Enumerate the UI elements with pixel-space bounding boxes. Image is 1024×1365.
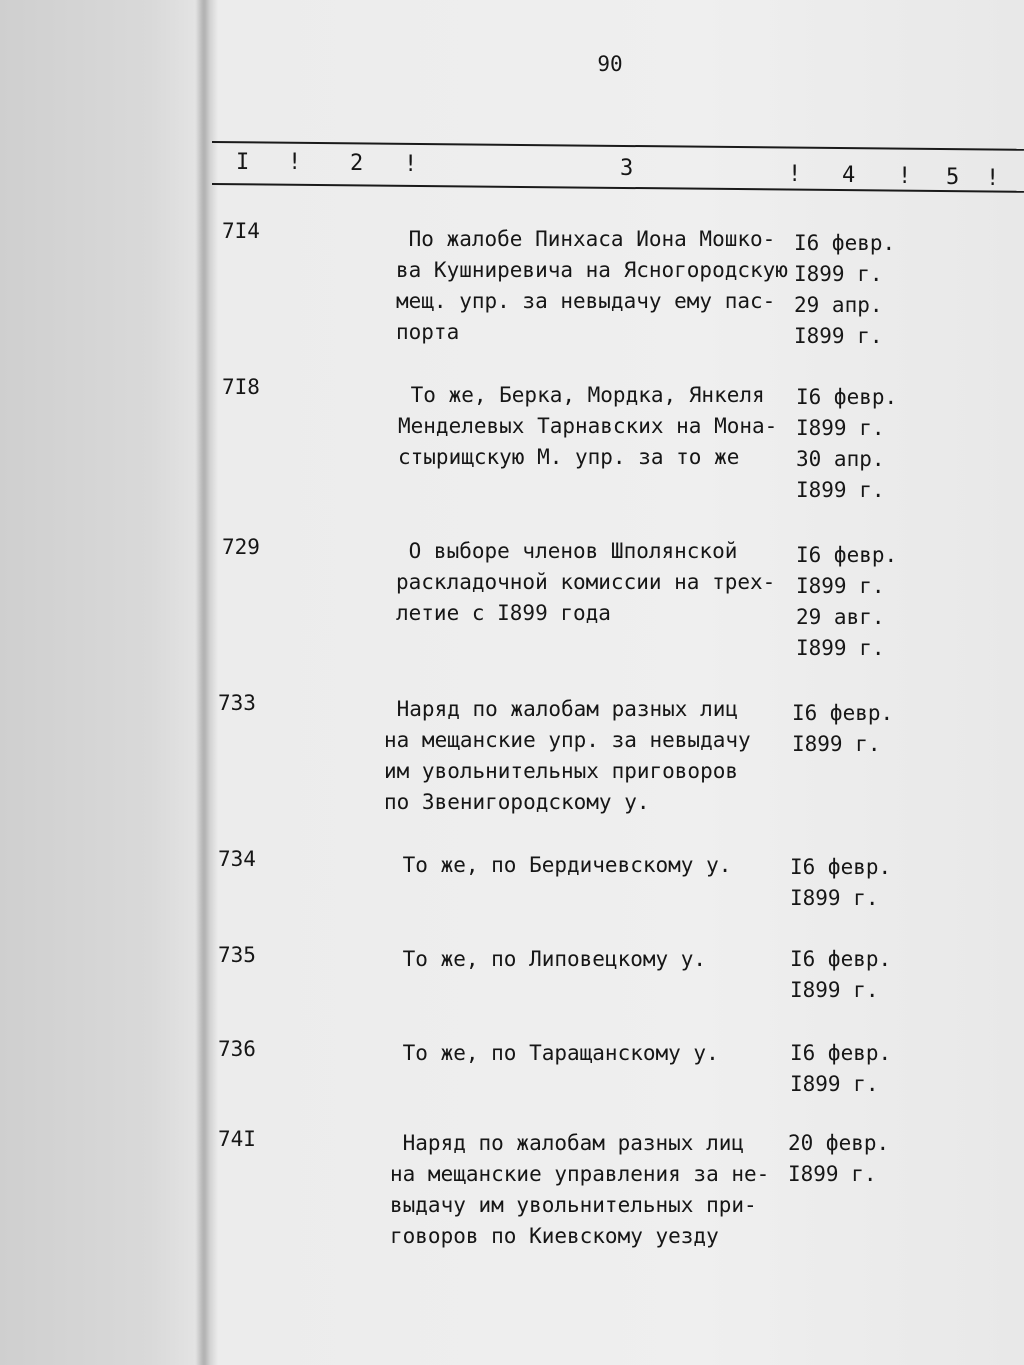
date-line: I899 г. (796, 416, 885, 440)
date-line: 29 апр. (794, 293, 883, 317)
date-line: I899 г. (796, 478, 885, 502)
date-line: I6 февр. (790, 855, 892, 879)
column-separator: ! (788, 162, 802, 187)
description-line: То же, по Липовецкому у. (390, 947, 707, 971)
description-line: летие с I899 года (396, 601, 611, 625)
entry-number: 735 (218, 943, 256, 967)
column-separator: ! (404, 152, 418, 177)
description-line: То же, по Таращанскому у. (390, 1041, 719, 1065)
description-line: им увольнительных приговоров (384, 759, 739, 783)
column-header-5: 5 (946, 165, 960, 190)
entry-number: 7I8 (222, 375, 260, 399)
date-line: I6 февр. (792, 701, 894, 725)
entry-description (396, 536, 792, 629)
entry-number: 733 (218, 691, 256, 715)
date-line: I899 г. (796, 636, 885, 660)
description-line: О выборе членов Шполянской (396, 539, 738, 563)
column-header-2: 2 (350, 151, 364, 176)
entry-dates (794, 228, 924, 352)
description-line: по Звенигородскому у. (384, 790, 650, 814)
date-line: I899 г. (794, 262, 883, 286)
entry-description (398, 380, 794, 473)
description-line: порта (396, 320, 460, 344)
description-line: Менделевых Тарнавских на Мона- (398, 414, 778, 438)
description-line: По жалобе Пинхаса Иона Мошко- (396, 227, 776, 251)
description-line: стырищскую М. упр. за то же (398, 445, 740, 469)
book-gutter (196, 0, 210, 1365)
description-line: выдачу им увольнительных при- (390, 1193, 757, 1217)
entry-description (390, 944, 786, 975)
description-line: То же, Берка, Мордка, Янкеля (398, 383, 765, 407)
date-line: I6 февр. (790, 947, 892, 971)
header-rule-top (212, 141, 1024, 151)
date-line: I899 г. (792, 732, 881, 756)
entry-description (390, 1038, 786, 1069)
entry-number: 74I (218, 1127, 256, 1151)
entry-description (384, 694, 780, 818)
entry-dates (790, 944, 920, 1006)
column-separator: ! (898, 164, 912, 189)
date-line: I6 февр. (796, 385, 898, 409)
date-line: I899 г. (790, 978, 879, 1002)
description-line: мещ. упр. за невыдачу ему пас- (396, 289, 776, 313)
entry-dates (790, 852, 920, 914)
column-separator: ! (288, 150, 302, 175)
description-line: Наряд по жалобам разных лиц (390, 1131, 745, 1155)
date-line: I899 г. (788, 1162, 877, 1186)
date-line: 30 апр. (796, 447, 885, 471)
date-line: I899 г. (790, 886, 879, 910)
description-line: раскладочной комиссии на трех- (396, 570, 776, 594)
entry-dates (788, 1128, 918, 1190)
column-header-1: I (236, 150, 250, 175)
entry-number: 7I4 (222, 219, 260, 243)
date-line: I899 г. (796, 574, 885, 598)
entry-description (390, 1128, 786, 1252)
description-line: ва Кушниревича на Ясногородскую (396, 258, 788, 282)
column-header-4: 4 (842, 163, 856, 188)
description-line: Наряд по жалобам разных лиц (384, 697, 739, 721)
entry-number: 729 (222, 535, 260, 559)
description-line: говоров по Киевскому уезду (390, 1224, 719, 1248)
description-line: То же, по Бердичевскому у. (390, 853, 732, 877)
entry-dates (796, 382, 926, 506)
date-line: 29 авг. (796, 605, 885, 629)
date-line: I899 г. (790, 1072, 879, 1096)
date-line: I6 февр. (794, 231, 896, 255)
date-line: I899 г. (794, 324, 883, 348)
column-separator: ! (986, 166, 1000, 191)
entry-description (396, 224, 792, 348)
entry-dates (792, 698, 922, 760)
entry-number: 736 (218, 1037, 256, 1061)
date-line: I6 февр. (796, 543, 898, 567)
column-header-3: 3 (620, 156, 634, 181)
entry-dates (796, 540, 926, 664)
entry-description (390, 850, 786, 881)
date-line: 20 февр. (788, 1131, 890, 1155)
description-line: на мещанские упр. за невыдачу (384, 728, 751, 752)
description-line: на мещанские управления за не- (390, 1162, 770, 1186)
entry-number: 734 (218, 847, 256, 871)
date-line: I6 февр. (790, 1041, 892, 1065)
entry-dates (790, 1038, 920, 1100)
page-number: 90 (597, 52, 623, 76)
